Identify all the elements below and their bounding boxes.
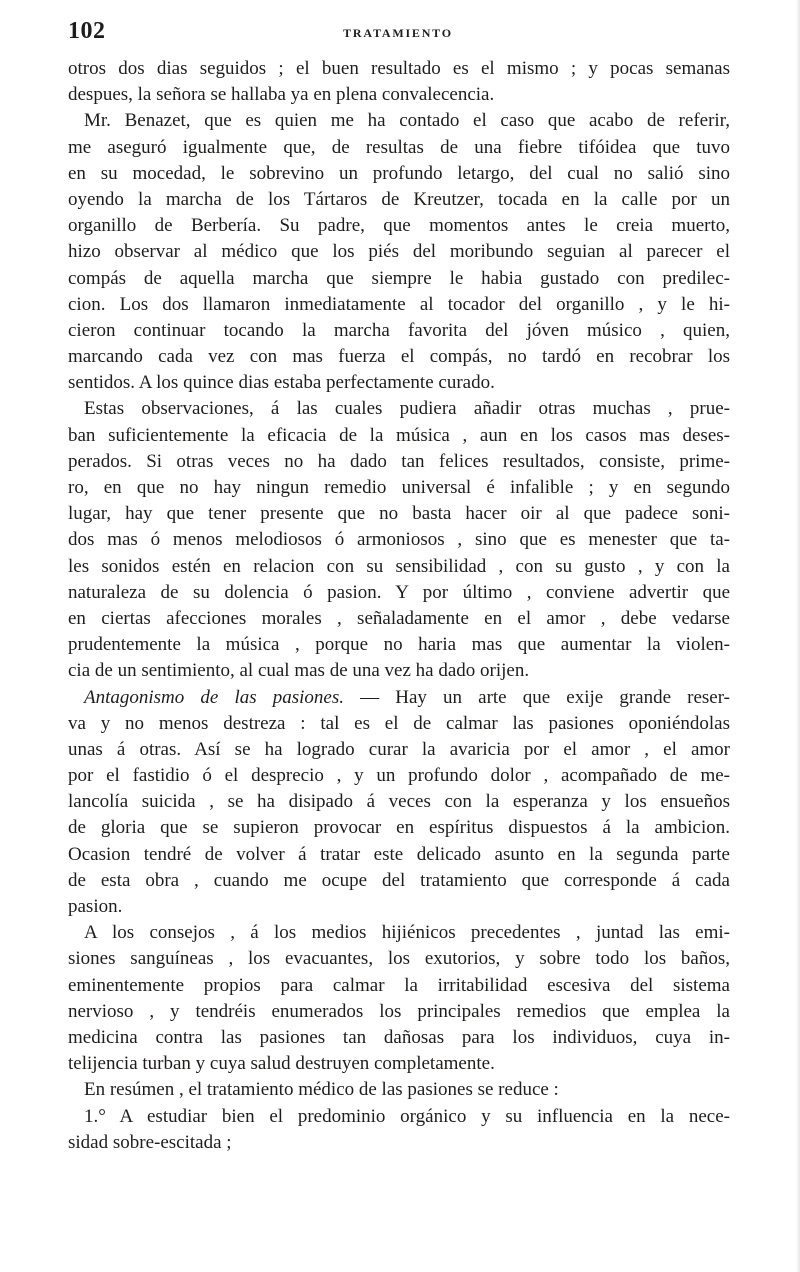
text-line: en ciertas afecciones morales , señaladamente en el amor , debe vedarse — [68, 607, 730, 629]
text-line: siones sanguíneas , los evacuantes, los exutorios, y sobre todo los baños, — [68, 948, 730, 970]
text-line: cieron continuar tocando la marcha favorita del jóven músico , quien, — [68, 319, 730, 341]
text-line: de gloria que se supieron provocar en espíritus dispuestos á la ambicion. — [68, 817, 730, 839]
text-line: dos mas ó menos melodiosos ó armoniosos , sino que es menester que ta- — [68, 529, 730, 551]
text-line: ban suficientemente la eficacia de la música , aun en los casos mas deses- — [68, 424, 730, 446]
text-line: nervioso , y tendréis enumerados los principales remedios que emplea la — [68, 1000, 730, 1022]
text-line: sidad sobre-escitada ; — [68, 1131, 232, 1153]
text-line: 1.° A estudiar bien el predominio orgánico y su influencia en la nece- — [84, 1105, 730, 1127]
text-line: cion. Los dos llamaron inmediatamente al tocador del organillo , y le hi- — [68, 293, 730, 315]
text-line: va y no menos destreza : tal es el de calmar las pasiones oponiéndolas — [68, 712, 730, 734]
text-line: perados. Si otras veces no ha dado tan felices resultados, consiste, prime- — [68, 450, 730, 472]
text-line: por el fastidio ó el desprecio , y un profundo dolor , acompañado de me- — [68, 765, 730, 787]
text-line: ro, en que no hay ningun remedio universal é infalible ; y en segundo — [68, 477, 730, 498]
text-line: unas á otras. Así se ha logrado curar la avaricia por el amor , el amor — [68, 738, 730, 760]
running-head: TRATAMIENTO — [343, 26, 453, 40]
text-line: A los consejos , á los medios hijiénicos precedentes , juntad las emi- — [84, 922, 730, 944]
body-text — [68, 56, 730, 1156]
text-line: hizo observar al médico que los piés del moribundo seguian al parecer el — [68, 241, 730, 263]
text-line: marcando cada vez con mas fuerza el compás, no tardó en recobrar los — [68, 346, 730, 368]
text-line: telijencia turban y cuya salud destruyen completamente. — [68, 1053, 495, 1075]
text-line: prudentemente la música , porque no haria mas que aumentar la violen- — [68, 634, 730, 656]
text-line: otros dos dias seguidos ; el buen resultado es el mismo ; y pocas semanas — [68, 58, 730, 79]
text-line: organillo de Berbería. Su padre, que momentos antes le creia muerto, — [68, 215, 730, 237]
text-line: sentidos. A los quince dias estaba perfectamente curado. — [68, 372, 495, 394]
text-line: Mr. Benazet, que es quien me ha contado el caso que acabo de referir, — [84, 110, 730, 132]
text-line: les sonidos estén en relacion con su sensibilidad , con su gusto , y con la — [68, 555, 730, 577]
text-line: Ocasion tendré de volver á tratar este delicado asunto en la segunda parte — [68, 843, 730, 865]
page-number: 102 — [68, 18, 106, 44]
text-line: Estas observaciones, á las cuales pudiera añadir otras muchas , prue- — [84, 398, 730, 420]
text-line: compás de aquella marcha que siempre le habia gustado con predilec- — [68, 267, 730, 289]
text-line: eminentemente propios para calmar la irritabilidad escesiva del sistema — [68, 974, 730, 996]
text-line: naturaleza de su dolencia ó pasion. Y por último , conviene advertir que — [68, 581, 730, 603]
text-line: lancolía suicida , se ha disipado á veces con la esperanza y los ensueños — [68, 791, 730, 813]
text-line: en su mocedad, le sobrevino un profundo letargo, del cual no salió sino — [68, 162, 730, 184]
text-line: de esta obra , cuando me ocupe del tratamiento que corresponde á cada — [68, 869, 730, 891]
text-line: pasion. — [68, 896, 123, 917]
text-line: medicina contra las pasiones tan dañosas para los individuos, cuya in- — [68, 1026, 730, 1048]
section-heading: Antagonismo de las pasiones. — [84, 686, 344, 708]
text-line: me aseguró igualmente que, de resultas de una fiebre tifóidea que tuvo — [68, 136, 730, 158]
text-line: cia de un sentimiento, al cual mas de una vez ha dado orijen. — [68, 660, 530, 682]
section-heading-continuation: — Hay un arte que exije grande reser- — [344, 686, 730, 708]
page-edge-shadow — [796, 0, 800, 1272]
text-line: En resúmen , el tratamiento médico de las pasiones se reduce : — [84, 1079, 559, 1101]
text-line: oyendo la marcha de los Tártaros de Kreutzer, tocada en la calle por un — [68, 188, 730, 210]
page-header — [68, 18, 728, 48]
text-line: despues, la señora se hallaba ya en plena convalecencia. — [68, 84, 495, 106]
text-line: lugar, hay que tener presente que no basta hacer oir al que padece soni- — [68, 503, 730, 525]
section-heading-line — [68, 685, 730, 711]
